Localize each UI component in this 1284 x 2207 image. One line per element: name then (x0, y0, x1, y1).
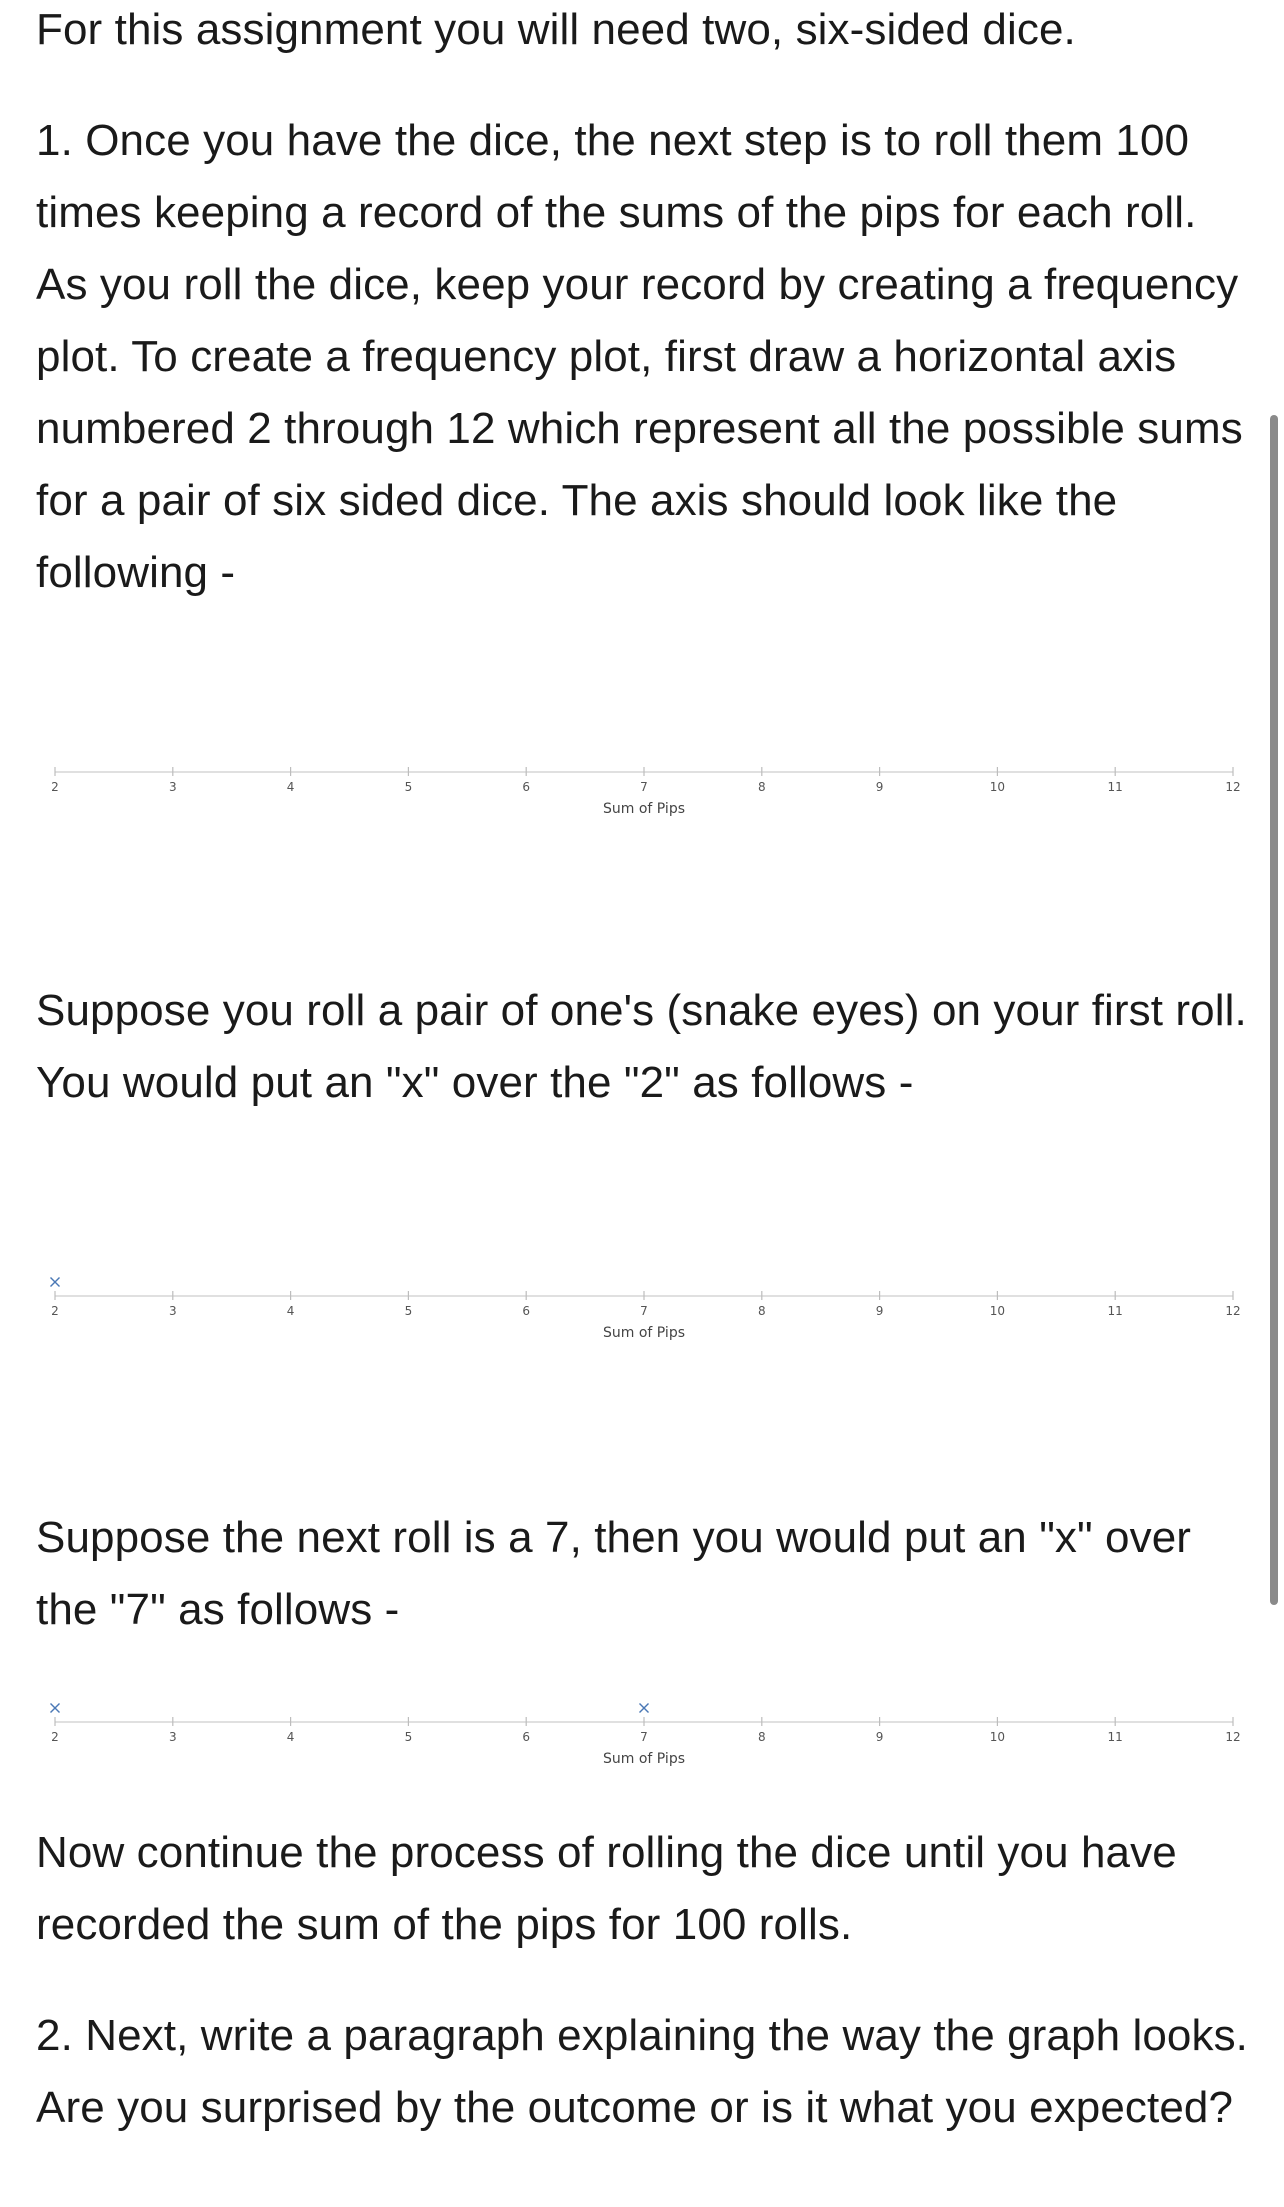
frequency-plot-empty (36, 752, 1241, 832)
tick-label: 6 (522, 1304, 531, 1318)
tick-label: 2 (51, 1730, 59, 1744)
tick-label: 10 (989, 780, 1006, 794)
tick-label: 12 (1225, 1730, 1241, 1744)
tick-label: 12 (1225, 780, 1241, 794)
tick-label: 5 (404, 1304, 413, 1318)
vertical-scrollbar[interactable] (1270, 415, 1278, 1605)
tick-label: 6 (522, 1730, 531, 1744)
tick-label: 9 (875, 1730, 884, 1744)
x-mark (51, 1704, 60, 1713)
tick-label: 11 (1107, 1304, 1123, 1318)
x-mark (51, 1278, 60, 1287)
next-roll-paragraph: Suppose the next roll is a 7, then you would put an "x" over the "7" as follows - (36, 1513, 1192, 1634)
axis-title: Sum of Pips (603, 1751, 685, 1767)
frequency-plot-second-roll (36, 1702, 1241, 1782)
tick-label: 3 (168, 780, 177, 794)
tick-label: 4 (286, 780, 295, 794)
tick-label: 12 (1225, 1304, 1241, 1318)
step-1-paragraph: 1. Once you have the dice, the next step is to roll them 100 times keeping a record of the sums of the pips for each roll. As you roll the dice, keep your record by creating a frequency plot. To create a frequency plot, first draw a horizontal axis numbered 2 through 12 which represent all the possible sums for a pair of six sided dice. The axis should look like the following - (36, 116, 1243, 597)
tick-label: 11 (1107, 780, 1123, 794)
intro-paragraph: For this assignment you will need two, six-sided dice. (36, 5, 1076, 54)
continue-paragraph: Now continue the process of rolling the dice until you have recorded the sum of the pips for 100 rolls. (36, 1828, 1177, 1949)
axis-title: Sum of Pips (603, 801, 685, 817)
tick-label: 4 (286, 1730, 295, 1744)
step-2-paragraph: 2. Next, write a paragraph explaining the way the graph looks. Are you surprised by the outcome or is it what you expected? (36, 2011, 1249, 2132)
tick-label: 9 (875, 780, 884, 794)
tick-label: 5 (404, 1730, 413, 1744)
tick-label: 8 (757, 1304, 766, 1318)
tick-label: 7 (640, 1304, 648, 1318)
tick-label: 7 (640, 1730, 648, 1744)
snake-eyes-paragraph: Suppose you roll a pair of one's (snake eyes) on your first roll. You would put an "x" over the "2" as follows - (36, 986, 1247, 1107)
tick-label: 7 (640, 780, 648, 794)
tick-label: 10 (989, 1730, 1006, 1744)
tick-label: 10 (989, 1304, 1006, 1318)
tick-label: 5 (404, 780, 413, 794)
frequency-plot-first-roll (36, 1276, 1241, 1356)
tick-label: 9 (875, 1304, 884, 1318)
tick-label: 11 (1107, 1730, 1123, 1744)
tick-label: 8 (757, 1730, 766, 1744)
tick-label: 3 (168, 1730, 177, 1744)
axis-title: Sum of Pips (603, 1325, 685, 1341)
tick-label: 4 (286, 1304, 295, 1318)
tick-label: 3 (168, 1304, 177, 1318)
tick-label: 8 (757, 780, 766, 794)
tick-label: 2 (51, 780, 59, 794)
x-mark (640, 1704, 649, 1713)
tick-label: 6 (522, 780, 531, 794)
tick-label: 2 (51, 1304, 59, 1318)
